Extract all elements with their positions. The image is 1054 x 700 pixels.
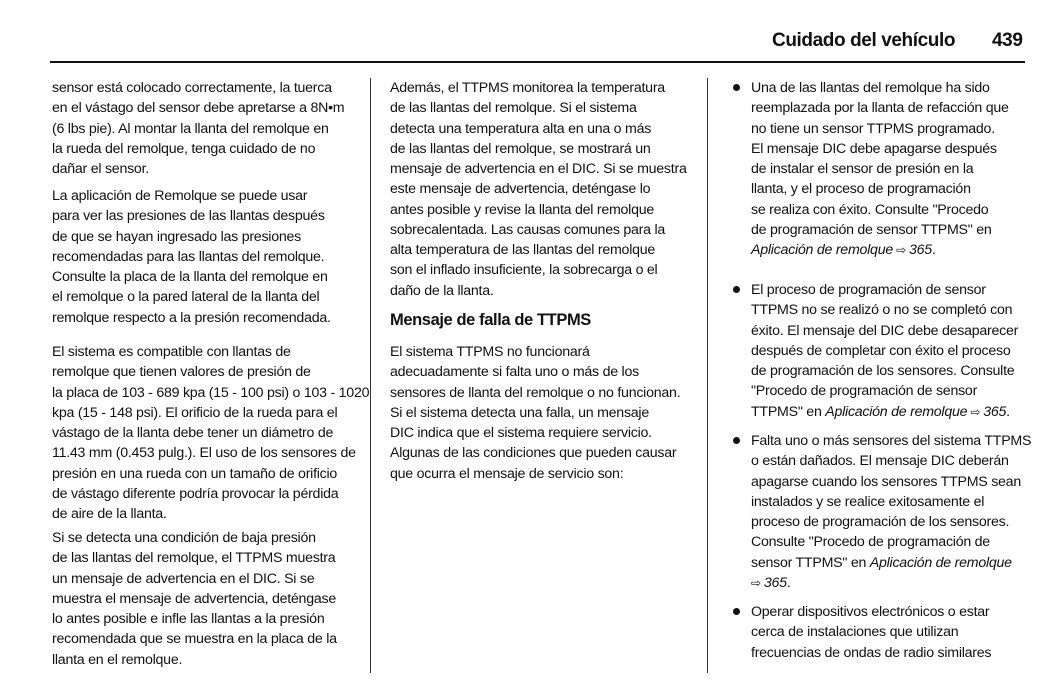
text-line: El proceso de programación de sensor	[751, 282, 986, 298]
text-line: en el vástago del sensor debe apretarse a 8N•m	[52, 100, 345, 117]
bullet-icon	[733, 608, 740, 615]
text-line: vástago de la llanta debe tener un diámetro de	[52, 425, 334, 441]
text-line: Operar dispositivos electrónicos o estar	[751, 604, 990, 620]
cross-reference-link[interactable]: Aplicación de remolque	[825, 403, 968, 420]
text-segment: .	[931, 242, 936, 258]
text-line: Además, el TTPMS monitorea la temperatura	[390, 80, 665, 96]
text-line: remolque respecto a la presión recomendada.	[52, 309, 331, 326]
text-line: alta temperatura de las llantas del remolque	[390, 242, 656, 258]
cross-reference-link[interactable]: 365	[983, 403, 1007, 420]
text-line: éxito. El mensaje del DIC debe desaparecer	[751, 322, 1019, 339]
text-line: La aplicación de Remolque se puede usar	[52, 188, 308, 204]
cross-reference-link[interactable]: Aplicación de remolque	[751, 242, 893, 258]
text-line: un mensaje de advertencia en el DIC. Si se	[52, 570, 315, 587]
text-line: proceso de programación de los sensores.	[751, 514, 1010, 530]
text-line: sensores de llanta del remolque o no funcionan.	[390, 384, 681, 401]
bullet-icon	[733, 437, 740, 444]
text-line: el remolque o la pared lateral de la llanta del	[52, 289, 320, 306]
cross-reference-link[interactable]: 365	[763, 574, 787, 591]
text-line: de las llantas del remolque, se mostrará un	[390, 140, 651, 157]
text-line: presión en una rueda con un tamaño de orificio	[52, 465, 338, 482]
text-line: o están dañados. El mensaje DIC deberán	[751, 453, 1009, 470]
text-line: (6 lbs pie). Al montar la llanta del remolque en	[52, 120, 329, 137]
text-line: de que se hayan ingresado las presiones	[52, 228, 301, 245]
text-line	[751, 402, 1018, 422]
text-line: de aire de la llanta.	[52, 506, 167, 522]
text-line: la placa de 103 - 689 kpa (15 - 100 psi) o 103 - 1020	[52, 384, 370, 401]
text-line: de las llantas del remolque, el TTPMS muestra	[52, 550, 336, 567]
text-line: llanta, y el proceso de programación	[751, 181, 971, 198]
text-line: sensor está colocado correctamente, la tuerca	[52, 80, 332, 96]
text-line: TTPMS no se realizó o no se completó con	[751, 302, 1013, 319]
text-line: dañar el sensor.	[52, 161, 149, 177]
text-line	[751, 573, 1031, 593]
page-reference-arrow-icon: ⇨	[892, 243, 909, 257]
text-line: frecuencias de ondas de radio similares	[751, 644, 992, 661]
paragraph	[52, 528, 337, 670]
column-divider	[370, 78, 371, 673]
text-line: Falta uno o más sensores del sistema TTPMS	[751, 433, 1032, 449]
text-line: recomendada que se muestra en la placa de la	[52, 631, 337, 648]
text-line: sobrecalentada. Las causas comunes para la	[390, 221, 666, 238]
text-line: Si el sistema detecta una falla, un mensaje	[390, 404, 649, 421]
text-line: cerca de instalaciones que utilizan	[751, 624, 959, 641]
text-line: se realiza con éxito. Consulte "Procedo	[751, 201, 989, 218]
bullet-item	[751, 78, 1009, 260]
text-line: apagarse cuando los sensores TTPMS sean	[751, 473, 1021, 490]
text-segment: .	[1006, 403, 1010, 420]
text-line: son el inflado insuficiente, la sobrecarga o el	[390, 262, 658, 279]
paragraph	[390, 342, 680, 484]
page-reference-arrow-icon: ⇨	[751, 575, 764, 590]
bullet-icon	[733, 286, 740, 293]
text-line: Si se detecta una condición de baja presión	[52, 530, 316, 546]
header-divider	[50, 61, 1025, 63]
text-line: Consulte la placa de la llanta del remolque en	[52, 269, 328, 285]
text-line: de instalar el sensor de presión en la	[751, 161, 974, 177]
text-line: El sistema TTPMS no funcionará	[390, 344, 590, 360]
text-line: El mensaje DIC debe apagarse después	[751, 140, 997, 157]
bullet-icon	[733, 84, 740, 91]
section-heading	[390, 310, 591, 330]
page-number: 439	[992, 30, 1023, 51]
text-line: reemplazada por la llanta de refacción que	[751, 100, 1009, 117]
text-segment: TTPMS" en	[751, 403, 826, 420]
bullet-item	[751, 431, 1031, 593]
text-line: de programación de los sensores. Consulte	[751, 363, 1015, 379]
page-reference-arrow-icon: ⇨	[967, 404, 984, 419]
text-line: antes posible y revise la llanta del remolque	[390, 201, 654, 218]
text-line	[751, 553, 1031, 573]
cross-reference-link[interactable]: 365	[908, 242, 932, 258]
text-line: después de completar con éxito el proceso	[751, 342, 1011, 359]
text-line: lo antes posible e infle las llantas a la presión	[52, 611, 325, 627]
text-line: instalados y se realice exitosamente el	[751, 493, 985, 510]
text-line: adecuadamente si falta uno o más de los	[390, 364, 639, 381]
text-line: de programación de sensor TTPMS" en	[751, 221, 992, 238]
paragraph	[52, 186, 331, 328]
text-line: mensaje de advertencia en el DIC. Si se muestra	[390, 161, 687, 177]
text-line	[751, 240, 1009, 260]
text-line: recomendadas para las llantas del remolque.	[52, 248, 325, 265]
text-line: detecta una temperatura alta en una o más	[390, 120, 652, 137]
text-line: llanta en el remolque.	[52, 651, 183, 668]
text-line: muestra el mensaje de advertencia, deténgase	[52, 590, 336, 607]
text-line: "Procedo de programación de sensor	[751, 383, 978, 400]
text-line: kpa (15 - 148 psi). El orificio de la rueda para el	[52, 404, 338, 421]
paragraph	[52, 342, 369, 524]
cross-reference-link[interactable]: Aplicación de remolque	[869, 554, 1012, 571]
text-line: remolque que tienen valores de presión de	[52, 364, 311, 381]
text-line: de vástago diferente podría provocar la pérdida	[52, 485, 339, 502]
text-line: Consulte "Procedo de programación de	[751, 534, 990, 551]
text-line: Una de las llantas del remolque ha sido	[751, 80, 990, 96]
column-divider	[707, 78, 708, 673]
paragraph	[390, 78, 687, 301]
text-line: El sistema es compatible con llantas de	[52, 344, 291, 360]
text-segment: sensor TTPMS" en	[751, 554, 870, 571]
text-line: de las llantas del remolque. Si el sistema	[390, 100, 637, 117]
paragraph	[52, 78, 344, 179]
text-line: que ocurra el mensaje de servicio son:	[390, 465, 624, 482]
text-line: 11.43 mm (0.453 pulg.). El uso de los sensores de	[52, 445, 356, 462]
text-segment: .	[786, 574, 791, 591]
text-line: la rueda del remolque, tenga cuidado de no	[52, 140, 316, 157]
section-title: Cuidado del vehículo	[772, 30, 956, 51]
text-line: daño de la llanta.	[390, 282, 494, 299]
text-line: DIC indica que el sistema requiere servicio.	[390, 425, 652, 441]
bullet-item	[751, 280, 1018, 422]
text-line: este mensaje de advertencia, deténgase lo	[390, 181, 651, 198]
text-line: no tiene un sensor TTPMS programado.	[751, 120, 995, 137]
bullet-item	[751, 602, 991, 663]
text-line: Algunas de las condiciones que pueden causar	[390, 445, 677, 462]
text-line: Mensaje de falla de TTPMS	[390, 311, 591, 329]
text-line: para ver las presiones de las llantas después	[52, 208, 325, 225]
